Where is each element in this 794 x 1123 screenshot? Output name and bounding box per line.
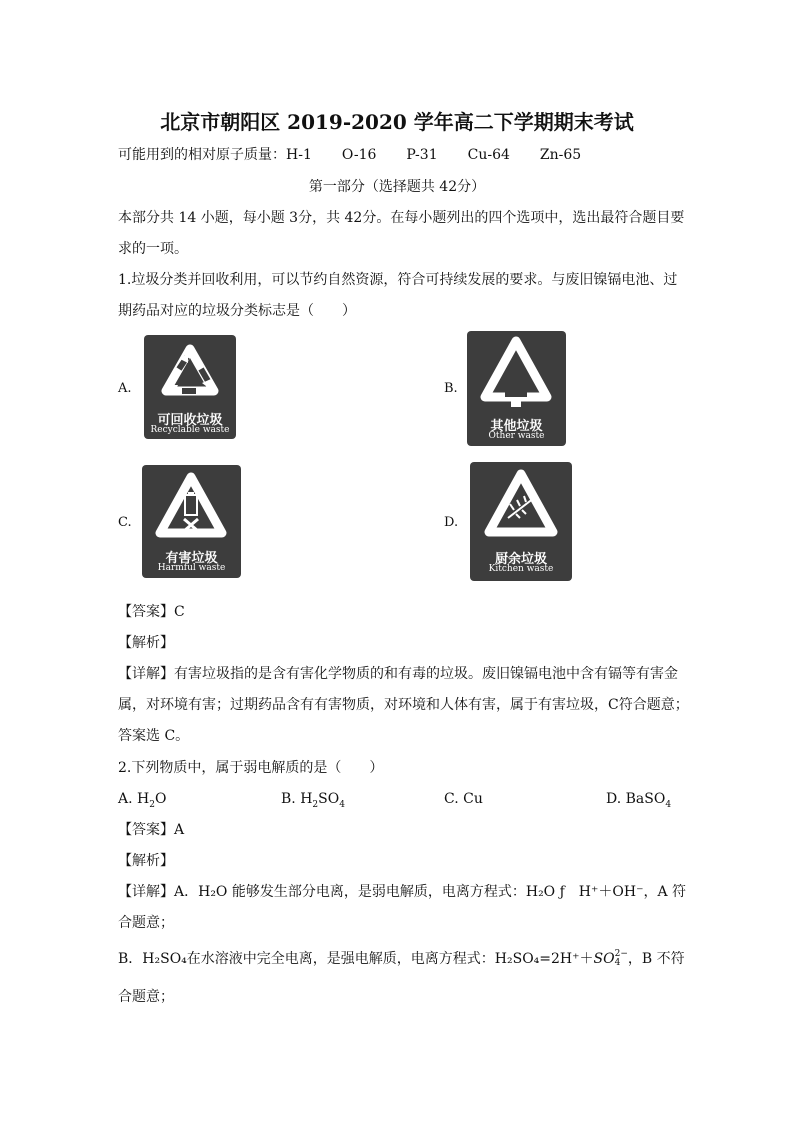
q1-option-c-sign-zh: 有害垃圾 xyxy=(165,551,218,566)
q2-option-a-sub: 2 xyxy=(149,799,155,810)
q1-option-d-letter: D. xyxy=(444,515,459,530)
section-heading: 第一部分（选择题共 42分） xyxy=(308,179,486,195)
atomic-mass-item: O-16 xyxy=(341,147,377,163)
q1-answer: 【答案】C xyxy=(118,604,185,620)
q2-answer: 【答案】A xyxy=(118,822,185,838)
q2-detail-text-b1-post: ，B 不符 xyxy=(627,951,685,967)
atomic-mass-item: P-31 xyxy=(406,147,438,163)
q1-stem-line-1: 1.垃圾分类并回收利用，可以节约自然资源，符合可持续发展的要求。与废旧镍镉电池、过 xyxy=(118,272,678,288)
battery-cross-icon xyxy=(142,465,241,547)
q1-option-a-sign-zh: 可回收垃圾 xyxy=(157,413,223,428)
section-intro-line-1: 本部分共 14 小题，每小题 3分，共 42分。在每小题列出的四个选项中，选出最符合题目要 xyxy=(118,210,685,226)
q2-option-d xyxy=(606,790,671,814)
q1-option-d-sign xyxy=(470,462,572,581)
q1-detail-text-1: 有害垃圾指的是含有害化学物质的和有毒的垃圾。废旧镍镉电池中含有镉等有害金 xyxy=(174,666,678,682)
q1-option-b-sign xyxy=(467,331,566,446)
q2-option-a-suffix: O xyxy=(154,791,167,807)
q2-detail-tag: 【详解】 xyxy=(118,884,174,900)
q1-stem-line-2: 期药品对应的垃圾分类标志是（ ） xyxy=(118,303,356,319)
tree-triangle-icon xyxy=(467,331,566,411)
q2-analysis-heading: 【解析】 xyxy=(118,853,174,869)
q2-detail-text-b1: B．H₂SO₄在水溶液中完全电离，是强电解质，电离方程式：H₂SO₄=2H⁺＋ xyxy=(118,951,594,967)
q2-option-b-sub-1: 2 xyxy=(312,799,319,810)
q2-option-b-mid: SO xyxy=(318,791,340,807)
q2-stem: 2.下列物质中，属于弱电解质的是（ ） xyxy=(118,760,384,776)
q2-detail-line-b2: 合题意； xyxy=(118,989,174,1005)
q2-option-b xyxy=(281,790,345,814)
q2-option-d-sub: 4 xyxy=(665,799,672,810)
page-title: 北京市朝阳区 2019-2020 学年高二下学期期末考试 xyxy=(160,110,634,134)
q2-sulfate-sub: 4 xyxy=(614,958,621,968)
q1-option-b-sign-en: Other waste xyxy=(488,431,545,441)
atomic-masses xyxy=(118,146,611,164)
q2-sulfate-charge xyxy=(615,950,628,968)
q2-option-c: C. Cu xyxy=(444,791,483,807)
recycle-arrows-icon xyxy=(144,335,236,415)
q1-detail-line-1 xyxy=(118,665,678,683)
atomic-mass-item: Cu-64 xyxy=(467,147,510,163)
q1-detail-tag: 【详解】 xyxy=(118,666,174,682)
q1-option-a-sign xyxy=(144,335,236,439)
q2-detail-line-b1 xyxy=(118,950,685,968)
atomic-mass-item: Zn-65 xyxy=(539,147,582,163)
q2-option-a xyxy=(118,790,166,814)
q1-option-c-sign-en: Harmful waste xyxy=(157,563,226,573)
q2-option-a-text: A. H xyxy=(118,791,150,807)
q2-option-b-sub-2: 4 xyxy=(339,799,345,810)
q1-option-b-sign-zh: 其他垃圾 xyxy=(490,419,543,434)
q1-option-c-letter: C. xyxy=(118,515,132,530)
q2-option-d-text: D. BaSO xyxy=(606,791,666,807)
q1-detail-line-2: 属，对环境有害；过期药品含有有害物质，对环境和人体有害，属于有害垃圾，C符合题意； xyxy=(118,697,689,713)
q2-detail-line-a2: 合题意； xyxy=(118,915,174,931)
q1-detail-line-3: 答案选 C。 xyxy=(118,728,190,744)
q2-detail-line-a1 xyxy=(118,883,686,901)
q2-option-b-text: B. H xyxy=(281,791,313,807)
section-intro-line-2: 求的一项。 xyxy=(118,241,188,257)
q2-sulfate-sup: 2− xyxy=(614,949,628,959)
atomic-masses-label: 可能用到的相对原子质量： xyxy=(118,147,286,163)
atomic-mass-item: H-1 xyxy=(286,147,312,163)
q1-option-d-sign-zh: 厨余垃圾 xyxy=(494,552,547,567)
q1-analysis-heading: 【解析】 xyxy=(118,635,174,651)
q2-detail-text-a1: A．H₂O 能够发生部分电离，是弱电解质，电离方程式：H₂O ƒ H⁺＋OH⁻，A 符 xyxy=(174,884,687,900)
q1-option-c-sign xyxy=(142,465,241,578)
q2-sulfate-symbol: SO xyxy=(593,951,615,967)
q1-option-a-sign-en: Recyclable waste xyxy=(150,425,230,435)
q1-option-d-sign-en: Kitchen waste xyxy=(488,564,554,574)
fishbone-icon xyxy=(470,462,572,546)
q2-sulfate-ion xyxy=(594,951,628,967)
q1-option-b-letter: B. xyxy=(444,381,458,396)
q1-option-a-letter: A. xyxy=(118,381,132,396)
